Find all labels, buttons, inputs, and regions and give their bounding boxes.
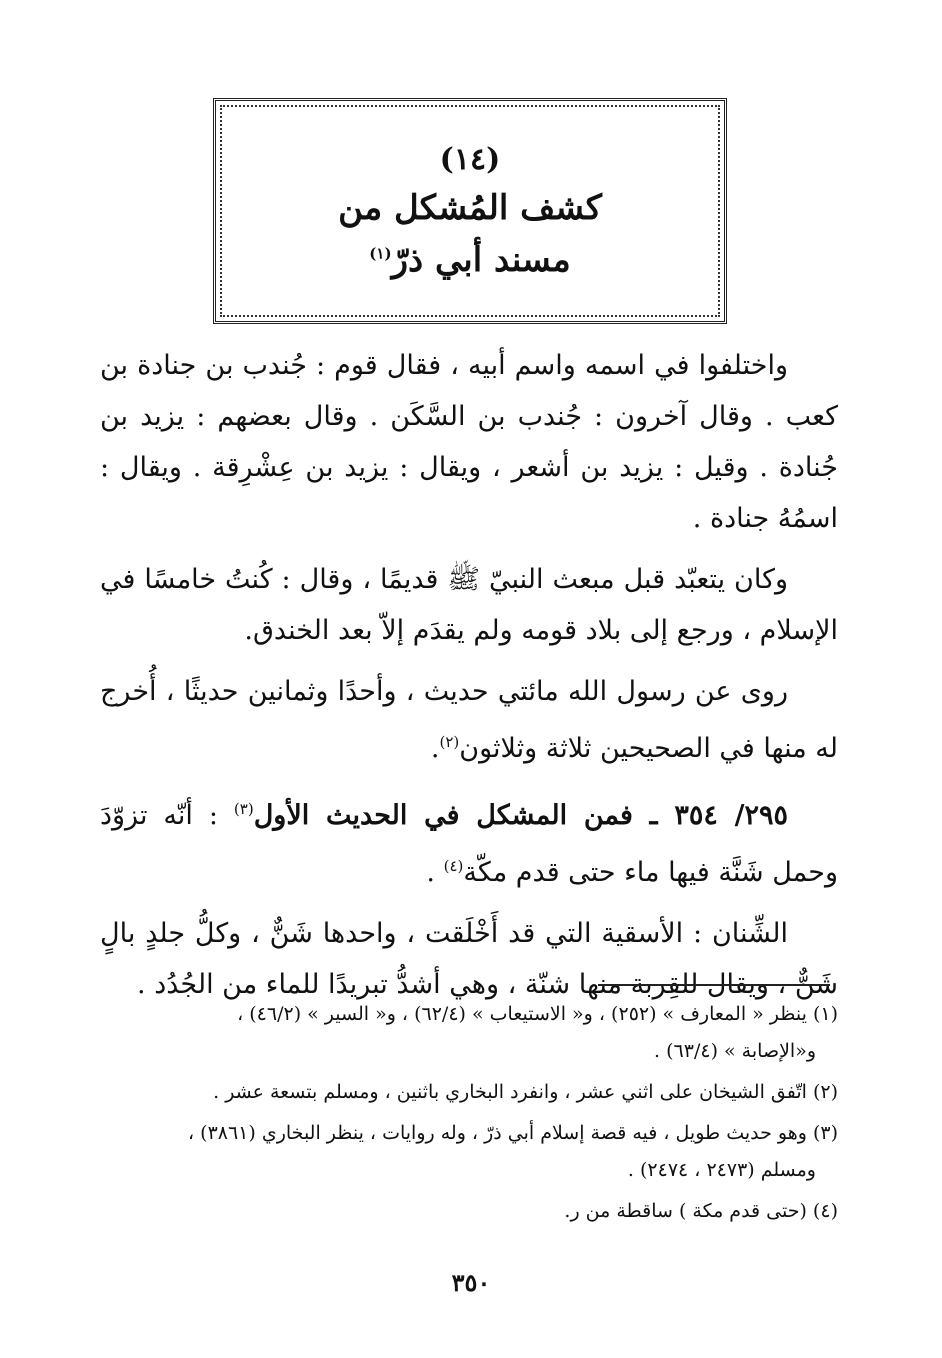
paragraph-hadith — [100, 784, 838, 898]
paragraph-explanation: الشِّنان : الأسقية التي قد أَخْلَقت ، واحدها شَنٌّ ، وكلُّ جلدٍ بالٍ شَنٌّ ، ويقال للقِربة منها شنّة ، وهي أشدُّ تبريدًا للماء من الجُدُد . — [100, 918, 838, 1000]
hadith-text: : أنّه تزوّدَ وحمل شَنَّة فيها ماء حتى قدم مكّة — [100, 800, 838, 888]
chapter-subtitle — [369, 239, 571, 280]
paragraph-narrations — [100, 666, 838, 774]
footnote-4: (٤) (حتى قدم مكة ) ساقطة من ر. — [564, 1200, 838, 1222]
paragraph-islam: وكان يتعبّد قبل مبعث النبيّ ﷺ قديمًا ، وقال : كُنتُ خامسًا في الإسلام ، ورجع إلى بلاد قومه ولم يقدَم إلاّ بعد الخندق. — [100, 564, 838, 646]
paragraph-names: واختلفوا في اسمه واسم أبيه ، فقال قوم : جُندب بن جنادة بن كعب . وقال آخرون : جُندب بن السَّكَن . وقال بعضهم : يزيد بن جُنادة . وقيل : يزيد بن أشعر ، ويقال : يزيد بن عِشْرِقة . ويقال : اسمُهُ جنادة . — [100, 350, 838, 534]
footnote-3-line-2: ومسلم (٢٤٧٣ ، ٢٤٧٤) . — [627, 1159, 816, 1181]
chapter-title: كشف المُشكل من — [338, 188, 602, 229]
main-text — [100, 340, 838, 1020]
footnote-1-line-2: و«الإصابة » (٦٣/٤) . — [654, 1040, 816, 1062]
chapter-subtitle-text: مسند أبي ذرّ — [391, 239, 571, 280]
footnote-separator — [598, 984, 830, 986]
footnote-3-line-1: (٣) وهو حديث طويل ، فيه قصة إسلام أبي ذرّ ، وله روايات ، ينظر البخاري (٣٨٦١) ، — [187, 1122, 838, 1144]
footnote-ref-3: (٣) — [233, 800, 254, 818]
footnotes — [100, 996, 838, 1234]
footnote-2: (٢) اتّفق الشيخان على اثني عشر ، وانفرد البخاري باثنين ، ومسلم بتسعة عشر . — [213, 1081, 838, 1103]
footnote-1-line-1: (١) ينظر « المعارف » (٢٥٢) ، و« الاستيعاب » (٦٢/٤) ، و« السير » (٤٦/٢) ، — [237, 1003, 838, 1025]
page-number: ٣٥٠ — [451, 1268, 491, 1297]
hadith-heading: ٢٩٥/ ٣٥٤ ـ فمن المشكل في الحديث الأول — [253, 800, 788, 831]
chapter-title-inner — [220, 105, 720, 317]
footnote-ref-4: (٤) — [443, 857, 464, 875]
footnote-3 — [100, 1115, 838, 1189]
hadith-end: . — [426, 857, 435, 888]
footnote-ref-1: (١) — [369, 244, 392, 263]
footnote-ref-2: (٢) — [439, 733, 460, 751]
chapter-number: (١٤) — [439, 142, 501, 178]
paragraph-narrations-text: روى عن رسول الله مائتي حديث ، وأحدًا وثمانين حديثًا ، أُخرج له منها في الصحيحين ثلاثة وثلاثون — [100, 676, 838, 764]
footnote-1 — [100, 996, 838, 1070]
paragraph-narrations-end: . — [430, 733, 440, 764]
chapter-title-frame — [213, 98, 727, 324]
